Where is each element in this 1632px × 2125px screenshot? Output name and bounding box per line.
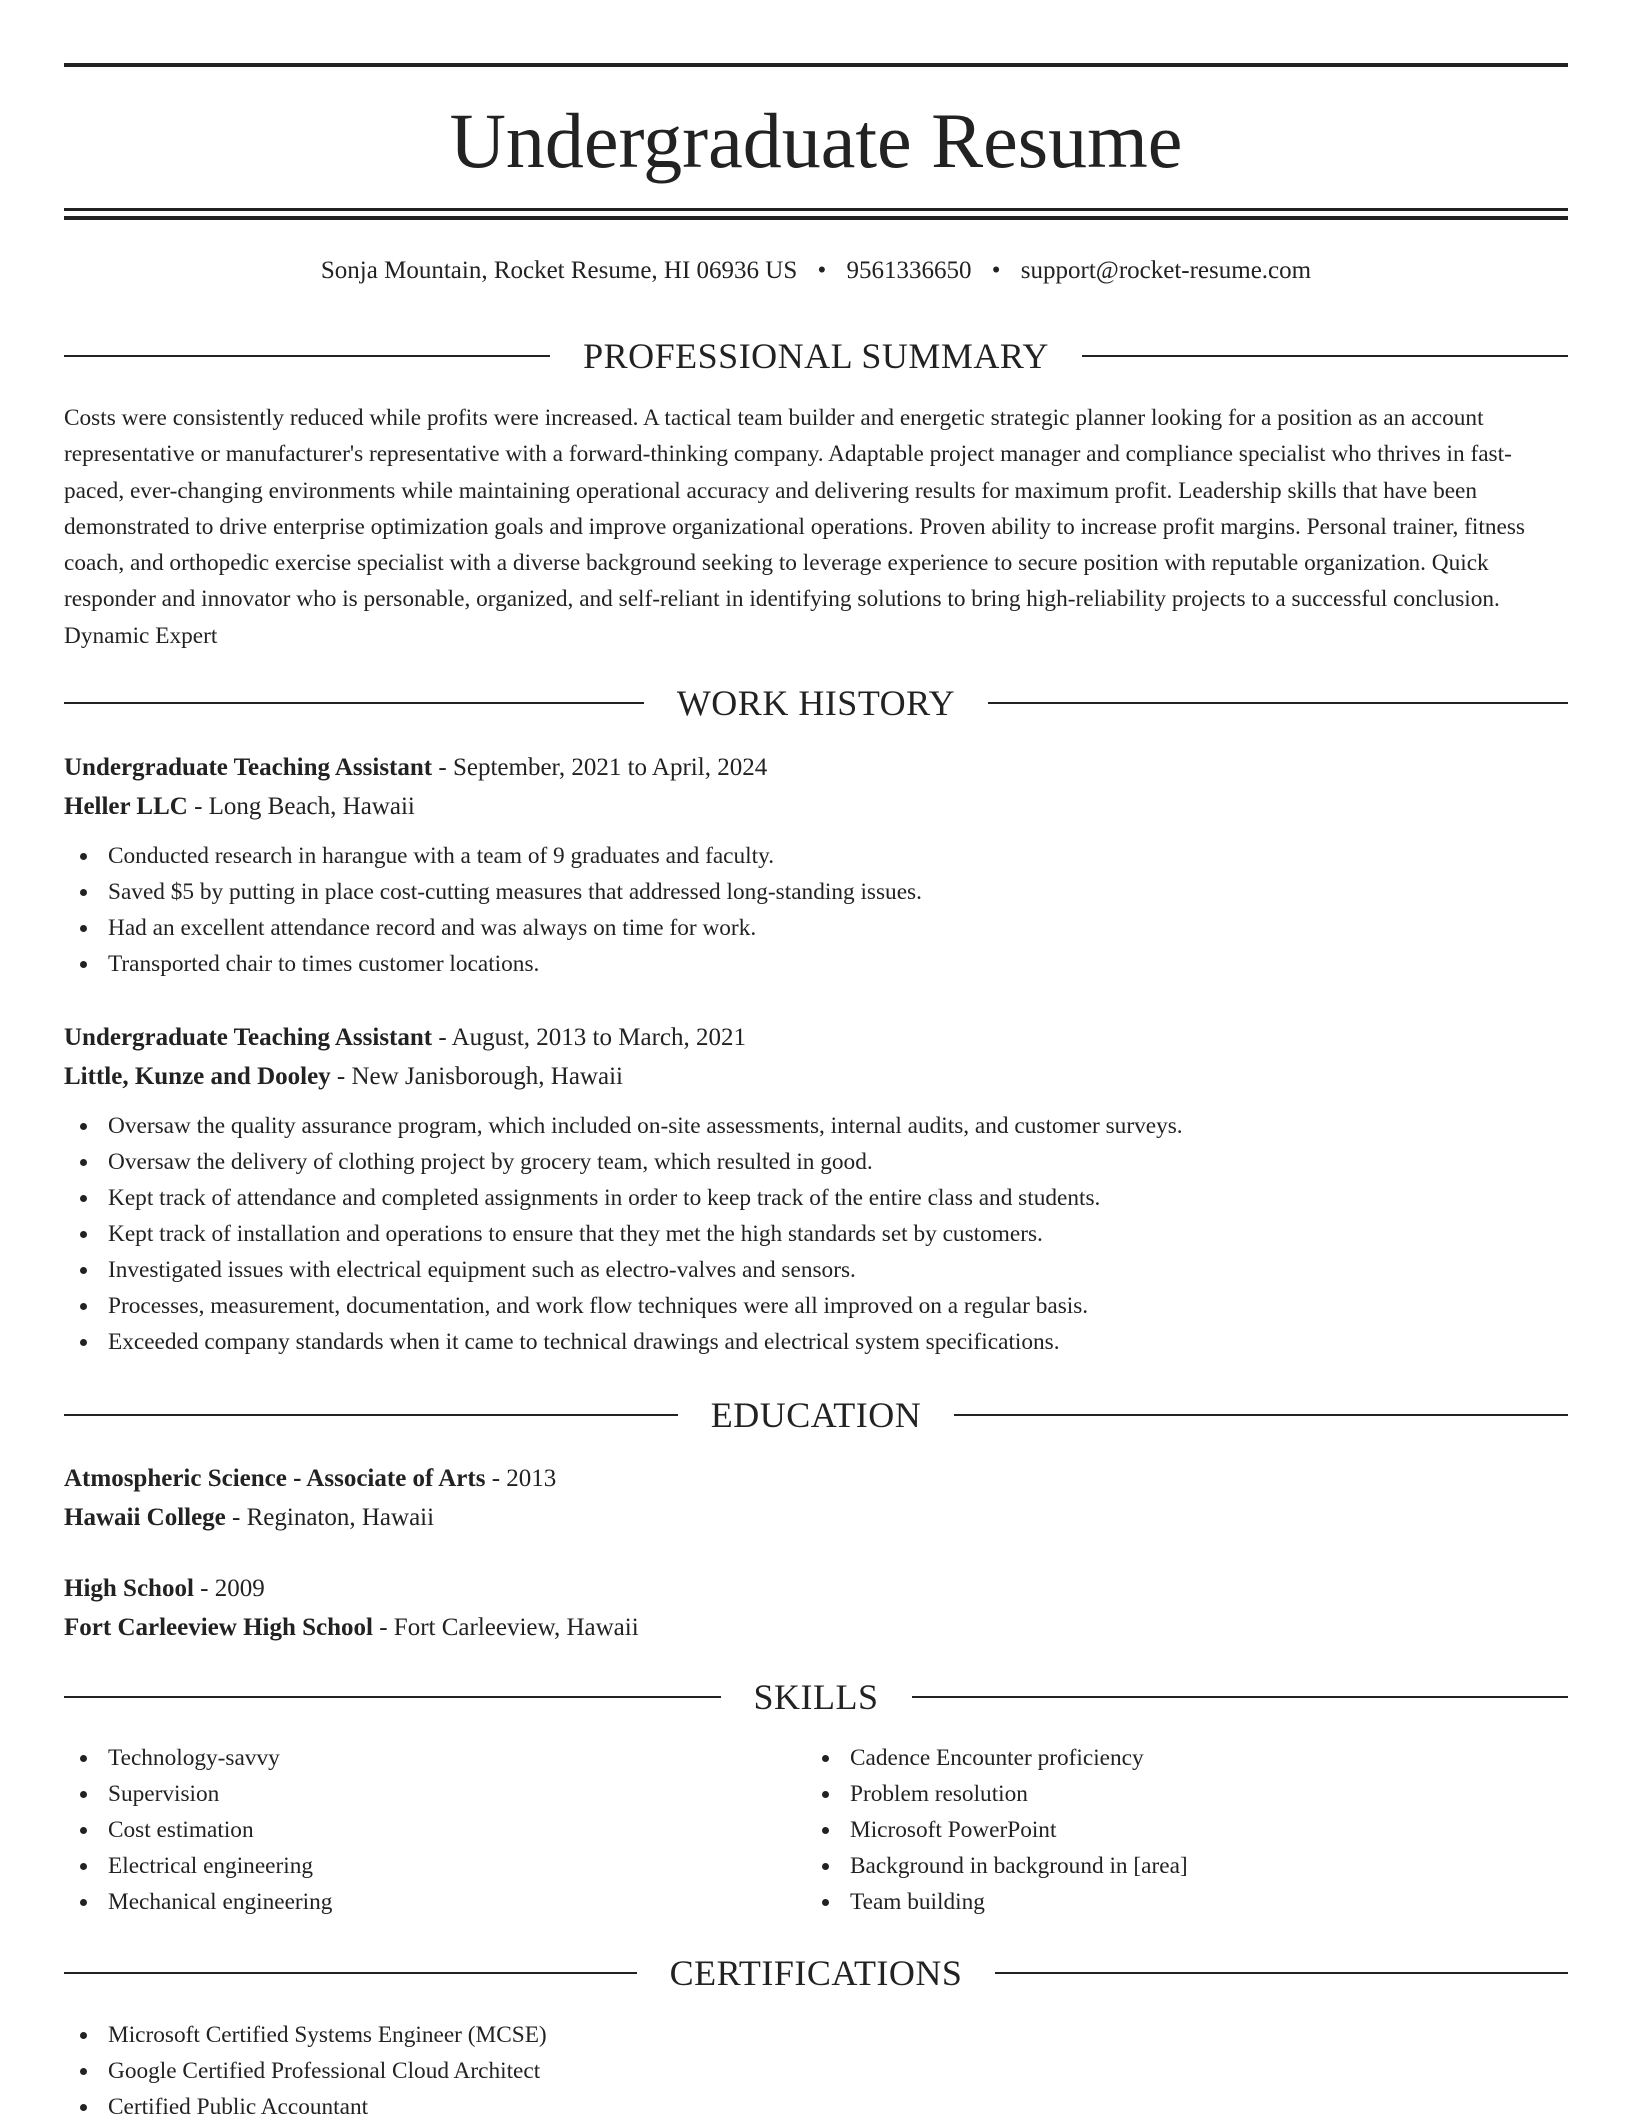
contact-separator: • — [817, 257, 827, 284]
education-degree-row — [64, 1459, 1568, 1498]
list-item: Problem resolution — [806, 1776, 1506, 1812]
heading-rule-left — [64, 1972, 637, 1974]
bullet-icon — [80, 961, 87, 968]
certifications-block — [64, 2017, 1568, 2125]
contact-line — [64, 256, 1568, 286]
list-item: Electrical engineering — [64, 1848, 764, 1884]
list-item: Saved $5 by putting in place cost-cutting measures that addressed long-standing issues. — [64, 874, 1568, 910]
heading-rule-right — [988, 702, 1568, 704]
heading-rule-left — [64, 702, 644, 704]
list-item: Transported chair to times customer locations. — [64, 946, 1568, 982]
education-school-row — [64, 1498, 1568, 1537]
list-item: Exceeded company standards when it came to technical drawings and electrical system specifications. — [64, 1324, 1568, 1360]
education-heading-label: EDUCATION — [710, 1395, 922, 1435]
title-rule-lower — [64, 216, 1568, 220]
job-location: - New Janisborough, Hawaii — [330, 1063, 623, 1090]
bullet-icon — [822, 1755, 829, 1762]
skills-list-right — [806, 1740, 1506, 1920]
skills-column-left — [64, 1740, 764, 1920]
list-item: Cost estimation — [64, 1812, 764, 1848]
bullet-icon — [80, 1303, 87, 1310]
contact-separator: • — [991, 257, 1001, 284]
summary-text: Costs were consistently reduced while profits were increased. A tactical team builder and energetic strategic planner looking for a position as an account representative or manufacturer's representative with a forward-thinking company. Adaptable project manager and compliance specialist who thrives in fast-paced, ever-changing environments while maintaining operational accuracy and delivering results for maximum profit. Leadership skills that have been demonstrated to drive enterprise optimization goals and improve organizational operations. Proven ability to increase profit margins. Personal trainer, fitness coach, and orthopedic exercise specialist with a diverse background seeking to leverage experience to secure position with reputable organization. Quick responder and innovator who is personable, organized, and self-reliant in identifying solutions to bring high-reliability projects to a successful conclusion. Dynamic Expert — [64, 405, 1525, 649]
summary-heading — [64, 334, 1568, 378]
job-company: Little, Kunze and Dooley — [64, 1063, 331, 1090]
list-item: Mechanical engineering — [64, 1884, 764, 1920]
education-school: Fort Carleeview High School — [64, 1614, 373, 1641]
list-item: Background in background in [area] — [806, 1848, 1506, 1884]
certifications-list — [64, 2017, 1568, 2125]
resume-title: Undergraduate Resume — [449, 97, 1183, 184]
job-title: Undergraduate Teaching Assistant — [64, 1024, 433, 1051]
heading-rule-right — [995, 1972, 1568, 1974]
list-item: Had an excellent attendance record and was always on time for work. — [64, 910, 1568, 946]
bullet-icon — [80, 1755, 87, 1762]
education-year: - 2013 — [485, 1465, 557, 1492]
bullet-icon — [80, 2104, 87, 2111]
skills-column-right — [806, 1740, 1506, 1920]
bullet-icon — [80, 2032, 87, 2039]
job-dates: - September, 2021 to April, 2024 — [432, 754, 768, 781]
bullet-icon — [822, 1827, 829, 1834]
list-item: Investigated issues with electrical equipment such as electro-valves and sensors. — [64, 1252, 1568, 1288]
list-item: Kept track of attendance and completed assignments in order to keep track of the entire class and students. — [64, 1180, 1568, 1216]
bullet-icon — [80, 1159, 87, 1166]
skills-list-left — [64, 1740, 764, 1920]
summary-heading-label: PROFESSIONAL SUMMARY — [583, 336, 1049, 376]
list-item: Certified Public Accountant — [64, 2089, 1568, 2125]
heading-rule-right — [954, 1414, 1568, 1416]
list-item: Supervision — [64, 1776, 764, 1812]
work-history-heading-label: WORK HISTORY — [676, 683, 956, 723]
list-item: Microsoft PowerPoint — [806, 1812, 1506, 1848]
title-rule-upper — [64, 208, 1568, 211]
education-heading — [64, 1393, 1568, 1437]
skills-heading — [64, 1675, 1568, 1719]
education-entry — [64, 1569, 1568, 1647]
job-company-row — [64, 787, 1568, 826]
heading-rule-right — [912, 1696, 1569, 1698]
list-item: Oversaw the quality assurance program, which included on-site assessments, internal audits, and customer surveys. — [64, 1108, 1568, 1144]
list-item: Technology-savvy — [64, 1740, 764, 1776]
bullet-icon — [822, 1863, 829, 1870]
contact-phone: 9561336650 — [846, 257, 972, 284]
job-title-row — [64, 748, 1568, 787]
heading-rule-right — [1082, 355, 1568, 357]
job-title: Undergraduate Teaching Assistant — [64, 754, 433, 781]
list-item: Conducted research in harangue with a team of 9 graduates and faculty. — [64, 838, 1568, 874]
job-location: - Long Beach, Hawaii — [187, 793, 415, 820]
bullet-icon — [822, 1899, 829, 1906]
education-location: - Fort Carleeview, Hawaii — [372, 1614, 639, 1641]
job-dates: - August, 2013 to March, 2021 — [432, 1024, 746, 1051]
list-item: Processes, measurement, documentation, and work flow techniques were all improved on a regular basis. — [64, 1288, 1568, 1324]
bullet-icon — [80, 1231, 87, 1238]
job-entry — [64, 1018, 1568, 1360]
list-item: Microsoft Certified Systems Engineer (MCSE) — [64, 2017, 1568, 2053]
heading-rule-left — [64, 1414, 678, 1416]
heading-rule-left — [64, 1696, 721, 1698]
education-degree: Atmospheric Science - Associate of Arts — [64, 1465, 486, 1492]
education-location: - Reginaton, Hawaii — [225, 1504, 435, 1531]
bullet-icon — [80, 1863, 87, 1870]
certifications-heading-label: CERTIFICATIONS — [669, 1953, 963, 1993]
education-degree: High School — [64, 1575, 194, 1602]
job-bullets — [64, 1108, 1568, 1360]
job-entry — [64, 748, 1568, 982]
list-item: Google Certified Professional Cloud Architect — [64, 2053, 1568, 2089]
bullet-icon — [80, 1899, 87, 1906]
bullet-icon — [80, 1791, 87, 1798]
work-history-heading — [64, 681, 1568, 725]
job-bullets — [64, 838, 1568, 982]
bullet-icon — [80, 2068, 87, 2075]
bullet-icon — [80, 1195, 87, 1202]
list-item: Kept track of installation and operations to ensure that they met the high standards set by customers. — [64, 1216, 1568, 1252]
education-year: - 2009 — [193, 1575, 265, 1602]
skills-heading-label: SKILLS — [753, 1677, 879, 1717]
bullet-icon — [80, 1827, 87, 1834]
education-school-row — [64, 1608, 1568, 1647]
bullet-icon — [80, 853, 87, 860]
top-rule — [64, 63, 1568, 67]
bullet-icon — [80, 925, 87, 932]
contact-email: support@rocket-resume.com — [1020, 257, 1312, 284]
education-degree-row — [64, 1569, 1568, 1608]
job-company: Heller LLC — [64, 793, 188, 820]
bullet-icon — [80, 1267, 87, 1274]
bullet-icon — [822, 1791, 829, 1798]
heading-rule-left — [64, 355, 550, 357]
bullet-icon — [80, 889, 87, 896]
list-item: Team building — [806, 1884, 1506, 1920]
job-company-row — [64, 1057, 1568, 1096]
certifications-heading — [64, 1951, 1568, 1995]
education-school: Hawaii College — [64, 1504, 226, 1531]
contact-address: Sonja Mountain, Rocket Resume, HI 06936 US — [320, 257, 798, 284]
education-entry — [64, 1459, 1568, 1537]
bullet-icon — [80, 1123, 87, 1130]
list-item: Oversaw the delivery of clothing project by grocery team, which resulted in good. — [64, 1144, 1568, 1180]
list-item: Cadence Encounter proficiency — [806, 1740, 1506, 1776]
bullet-icon — [80, 1339, 87, 1346]
job-title-row — [64, 1018, 1568, 1057]
